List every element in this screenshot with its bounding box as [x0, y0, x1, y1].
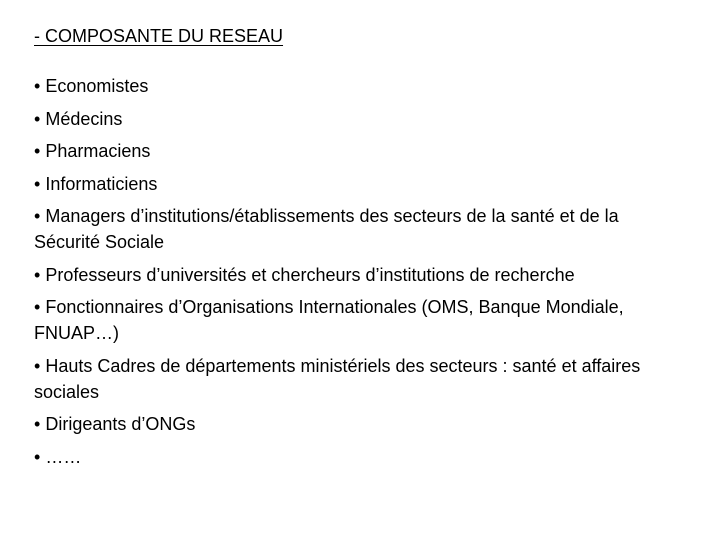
- list-item-text: ……: [45, 446, 82, 467]
- list-item: [34, 73, 684, 99]
- member-list: [34, 73, 684, 476]
- list-item-text: Fonctionnaires d’Organisations Internationales (OMS, Banque Mondiale, FNUAP…): [34, 297, 624, 343]
- bullet-icon: •: [34, 108, 41, 129]
- list-item: [34, 171, 684, 197]
- list-item-text: Dirigeants d’ONGs: [45, 414, 196, 434]
- list-item: [34, 106, 684, 132]
- bullet-icon: •: [34, 297, 41, 317]
- list-item-text: Pharmaciens: [45, 141, 151, 161]
- list-item: [34, 294, 684, 346]
- bullet-icon: •: [34, 264, 41, 285]
- list-item-text: Managers d’institutions/établissements des secteurs de la santé et de la Sécurité Sociale: [34, 206, 619, 252]
- section-title: - COMPOSANTE DU RESEAU: [34, 26, 284, 46]
- bullet-icon: •: [34, 414, 41, 434]
- bullet-icon: •: [34, 141, 41, 161]
- list-item-text: Professeurs d’universités et chercheurs d’institutions de recherche: [45, 264, 575, 285]
- bullet-icon: •: [34, 446, 41, 467]
- list-item-text: Economistes: [45, 76, 149, 96]
- list-item: [34, 411, 684, 437]
- list-item-text: Informaticiens: [45, 173, 158, 194]
- list-item: [34, 262, 684, 288]
- bullet-icon: •: [34, 355, 41, 376]
- bullet-icon: •: [34, 76, 41, 96]
- list-item: [34, 138, 684, 164]
- list-item-text: Médecins: [45, 108, 123, 129]
- list-item: [34, 203, 684, 255]
- list-item: [34, 353, 684, 405]
- list-item: [34, 444, 684, 470]
- list-item-text: Hauts Cadres de départements ministériels des secteurs : santé et affaires sociales: [34, 355, 641, 402]
- bullet-icon: •: [34, 206, 41, 226]
- bullet-icon: •: [34, 173, 41, 194]
